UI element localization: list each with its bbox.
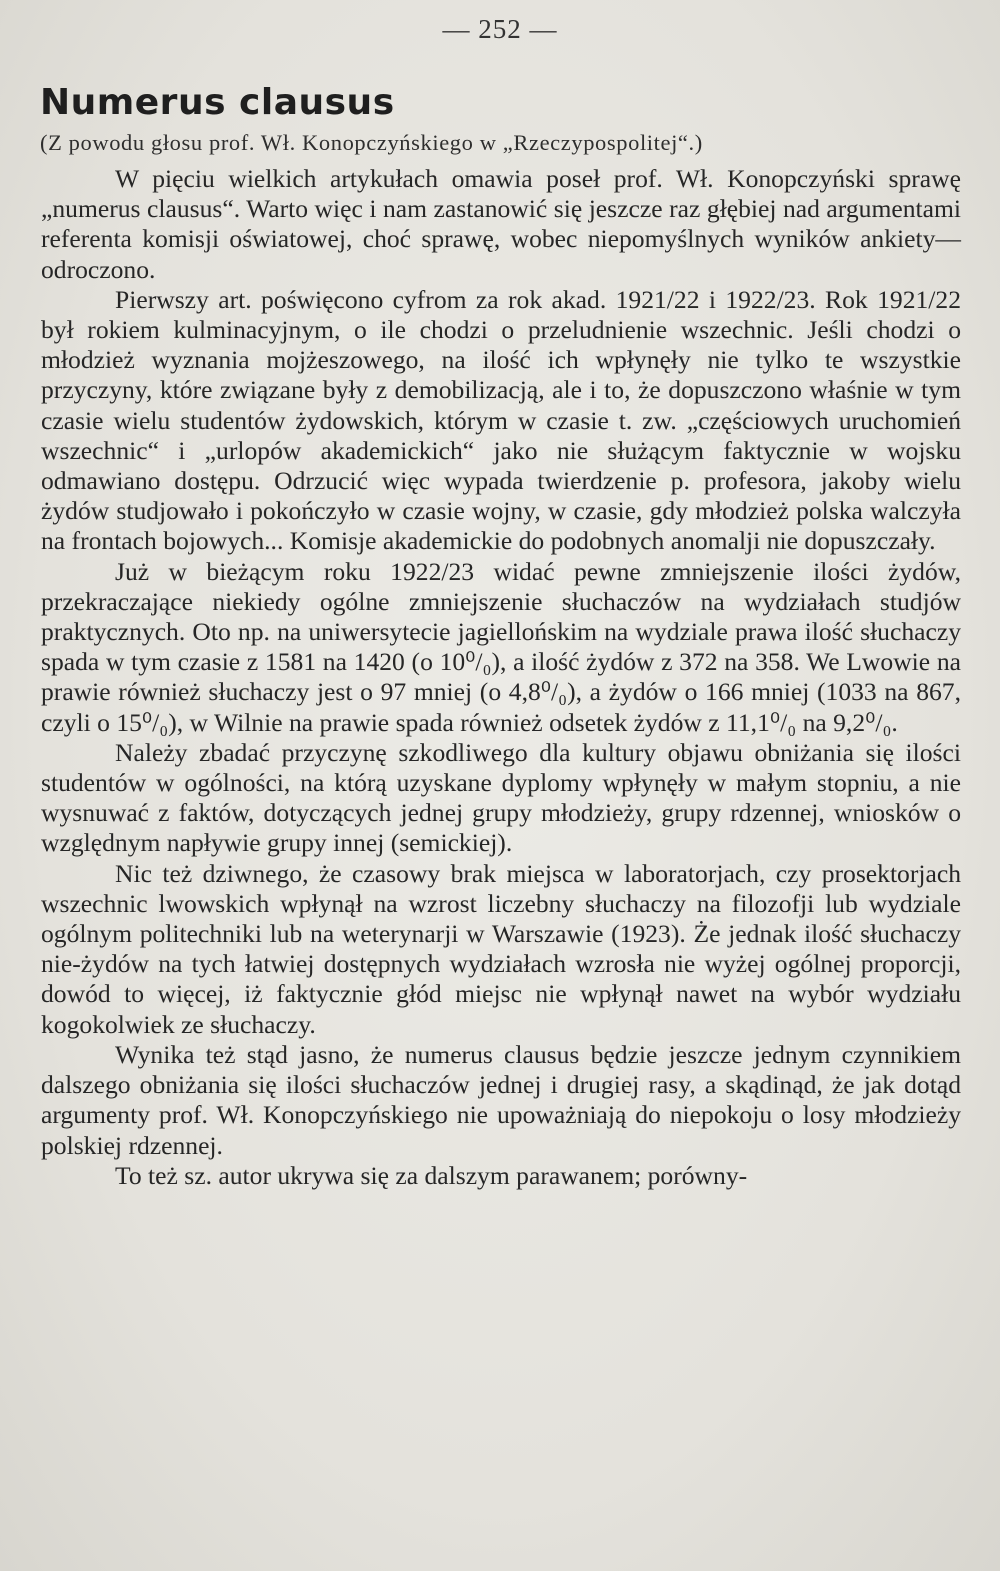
paragraph: Już w bieżącym roku 1922/23 widać pewne zmniejszenie ilości żydów, przekraczające niekiedy ogólne zmniejszenie słuchaczów na wydziałach studjów praktycznych. Oto np. na uniwersytecie jagiellońskim na wydziale prawa ilość słuchaczy spada w tym czasie z 1581 na 1420 (o 10⁰/₀), a ilość żydów z 372 na 358. We Lwowie na prawie również słuchaczy jest o 97 mniej (o 4,8⁰/₀), a żydów o 166 mniej (1033 na 867, czyli o 15⁰/₀), w Wilnie na prawie spada również odsetek żydów z 11,1⁰/₀ na 9,2⁰/₀.	[41, 556, 961, 737]
article-subtitle: (Z powodu głosu prof. Wł. Konopczyńskiego w „Rzeczypospolitej“.)	[40, 130, 703, 155]
paragraph: Wynika też stąd jasno, że numerus clausus będzie jeszcze jednym czynnikiem dalszego obniżania się ilości słuchaczów jednej i drugiej rasy, a skądinąd, że jak dotąd argumenty prof. Wł. Konopczyńskiego nie upoważniają do niepokoju o losy młodzieży polskiej rdzennej.	[41, 1039, 961, 1160]
paragraph: Pierwszy art. poświęcono cyfrom za rok akad. 1921/22 i 1922/23. Rok 1921/22 był rokiem kulminacyjnym, o ile chodzi o przeludnienie wszechnic. Jeśli chodzi o młodzież wyznania mojżeszowego, na ilość ich wpłynęły nie tylko te wszystkie przyczyny, które związane były z demobilizacją, ale i to, że dopuszczono właśnie w tym czasie wielu studentów żydowskich, którym w czasie t. zw. „częściowych uruchomień wszechnic“ i „urlopów akademickich“ jako nie służącym faktycznie w wojsku odmawiano dostępu. Odrzucić więc wypada twierdzenie p. profesora, jakoby wielu żydów studjowało i pokończyło w czasie wojny, w czasie, gdy młodzież polska walczyła na frontach bojowych... Komisje akademickie do podobnych anomalji nie dopuszczały.	[41, 284, 961, 556]
paragraph: Nic też dziwnego, że czasowy brak miejsca w laboratorjach, czy prosektorjach wszechnic lwowskich wpłynął na wzrost liczebny słuchaczy na filozofji lub wydziale ogólnym politechniki lub na weterynarji w Warszawie (1923). Że jednak ilość słuchaczy nie-żydów na tych łatwiej dostępnych wydziałach wzrosła nie wyżej ogólnej proporcji, dowód to więcej, iż faktycznie głód miejsc nie wpłynął nawet na wybór wydziału kogokolwiek ze słuchaczy.	[41, 858, 961, 1039]
article-body	[41, 164, 961, 1191]
paragraph: W pięciu wielkich artykułach omawia poseł prof. Wł. Konopczyński sprawę „numerus clausus“. Warto więc i nam zastanowić się jeszcze raz głębiej nad argumentami referenta komisji oświatowej, choć sprawę, wobec niepomyślnych wyników ankiety—odroczono.	[41, 164, 961, 284]
paragraph: To też sz. autor ukrywa się za dalszym parawanem; porówny-	[115, 1160, 748, 1190]
article-title: Numerus clausus	[40, 82, 395, 123]
page-number: — 252 —	[442, 14, 558, 44]
paragraph: Należy zbadać przyczynę szkodliwego dla kultury objawu obniżania się ilości studentów w ogólności, na którą uzyskane dyplomy wpłynęły w małym stopniu, a nie wysnuwać z faktów, dotyczących jednej grupy młodzieży, grupy rdzennej, wniosków o względnym napływie grupy innej (semickiej).	[41, 737, 961, 858]
